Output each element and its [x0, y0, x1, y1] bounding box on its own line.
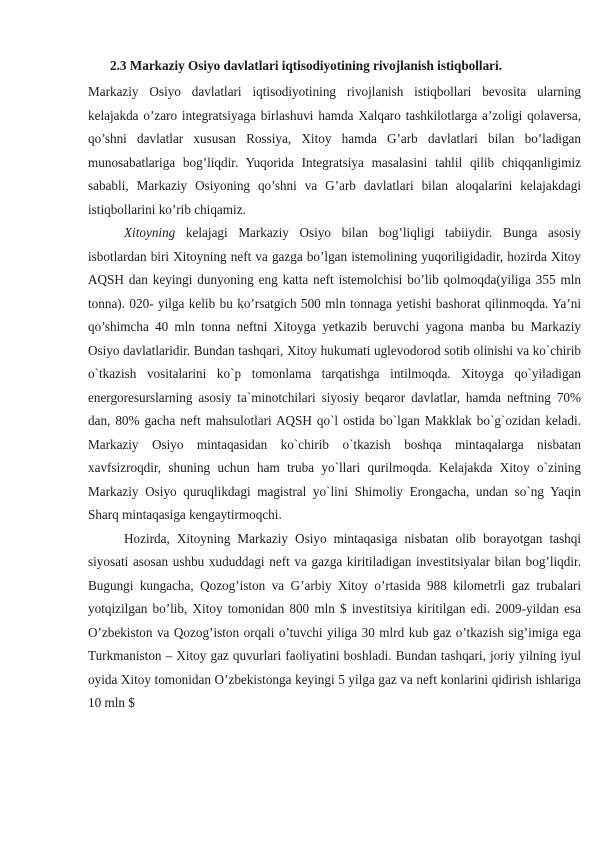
section-heading: 2.3 Markaziy Osiyo davlatlari iqtisodiyotining rivojlanish istiqbollari.: [110, 58, 502, 73]
document-body: [88, 80, 581, 715]
italic-lead-word: Xitoyning: [124, 225, 176, 240]
paragraph-china-text: kelajagi Markaziy Osiyo bilan bog’liqligi tabiiydir. Bunga asosiy isbotlardan biri Xitoyning neft va gazga bo’lgan istemolining yuqoriligidadir, hozirda Xitoy AQSH dan keyingi dunyoning eng katta neft istemolchisi bo’lib qolmoqda(yiliga 355 mln tonna). 020- yilga kelib bu ko’rsatgich 500 mln tonnaga yetishi bashorat qilinmoqda. Ya’ni qo’shimcha 40 mln tonna neftni Xitoyga yetkazib beruvchi yagona manba bu Markaziy Osiyo davlatlaridir. Bundan tashqari, Xitoy hukumati uglevodorod sotib olinishi va ko`chirib o`tkazish vositalarini ko`p tomonlama tarqatishga intilmoqda. Xitoyga qo`yiladigan energoresurslarning asosiy ta`minotchilari siyosiy beqaror davlatlar, hamda neftning 70% dan, 80% gacha neft mahsulotlari AQSH qo`l ostida bo`lgan Makklak bo`g`ozidan keladi. Markaziy Osiyo mintaqasidan ko`chirib o`tkazish boshqa mintaqalarga nisbatan xavfsizroqdir, shuning uchun ham truba yo`llari qurilmoqda. Kelajakda Xitoy o`zining Markaziy Osiyo quruqlikdagi magistral yo`lini Shimoliy Erongacha, undan so`ng Yaqin Sharq mintaqasiga kengaytirmoqchi.: [88, 225, 581, 522]
paragraph-intro: Markaziy Osiyo davlatlari iqtisodiyotining rivojlanish istiqbollari bevosita ularning kelajakda o’zaro integratsiyaga birlashuvi hamda Xalqaro tashkilotlarga a’zoligi qolaversa, qo’shni davlatlar xususan Rossiya, Xitoy hamda G’arb davlatlari bilan bo’ladigan munosabatlariga bog’liqdir. Yuqorida Integratsiya masalasini tahlil qilib chiqqanligimiz sababli, Markaziy Osiyoning qo’shni va G’arb davlatlari bilan aloqalarini kelajakdagi istiqbollarini ko’rib chiqamiz.: [88, 84, 581, 217]
paragraph-china: [88, 221, 581, 527]
paragraph-investments: Hozirda, Xitoyning Markaziy Osiyo mintaqasiga nisbatan olib borayotgan tashqi siyosati asosan ushbu xududdagi neft va gazga kiritiladigan investitsiyalar bilan bog’liqdir. Bugungi kungacha, Qozog’iston va G’arbiy Xitoy o’rtasida 988 kilometrli gaz trubalari yotqizilgan bo’lib, Xitoy tomonidan 800 mln $ investitsiya kiritilgan edi. 2009-yildan esa O’zbekiston va Qozog’iston orqali o’tuvchi yiliga 30 mlrd kub gaz o’tkazish sig’imiga ega Turkmaniston – Xitoy gaz quvurlari faoliyatini boshladi. Bundan tashqari, joriy yilning iyul oyida Xitoy tomonidan O’zbekistonga keyingi 5 yilga gaz va neft konlarini qidirish ishlariga 10 mln $: [88, 530, 581, 710]
